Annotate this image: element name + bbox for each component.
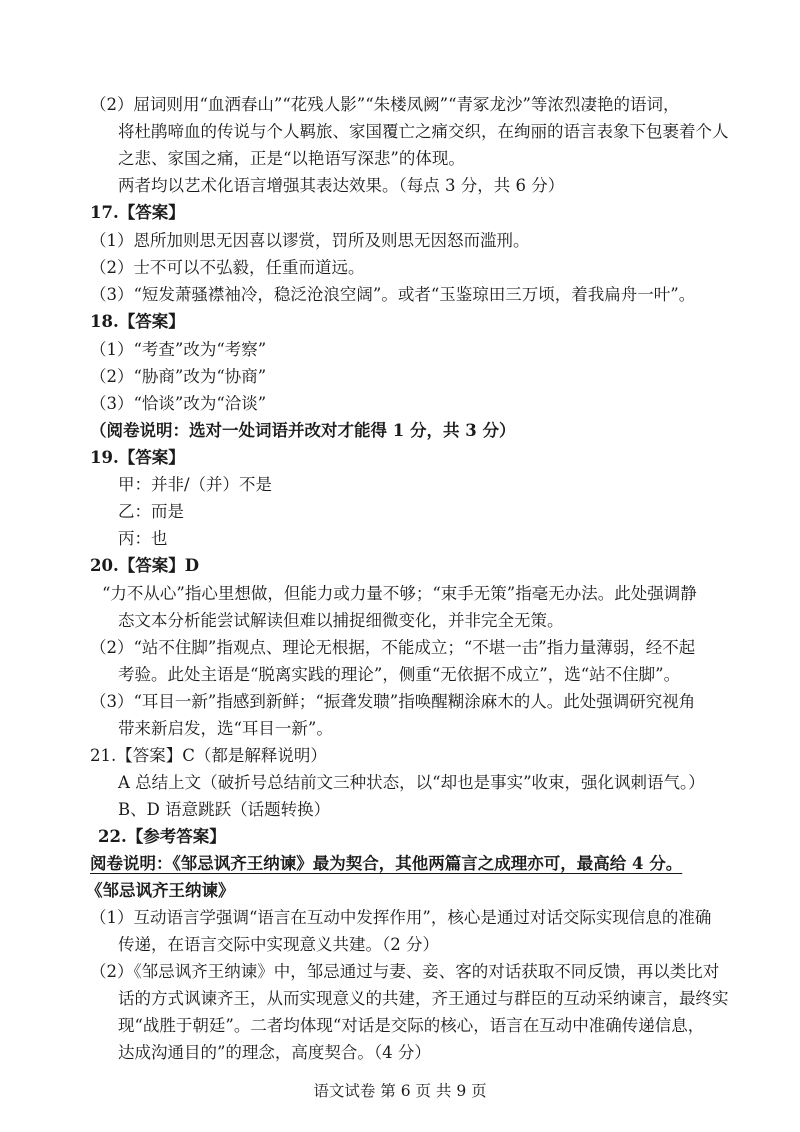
answer-heading-21: 21.【答案】C（都是解释说明）: [90, 746, 327, 765]
text-line-q16-summary: 两者均以艺术化语言增强其表达效果。（每点 3 分，共 6 分）: [118, 176, 565, 195]
answer-heading-22: 22.【参考答案】: [98, 827, 226, 846]
text-line-q22-2d: 达成沟通目的”的理念，高度契合。（4 分）: [118, 1043, 431, 1062]
text-line-q22-2a: （2）《邹忌讽齐王纳谏》中，邹忌通过与妻、妾、客的对话获取不同反馈，再以类比对: [90, 962, 720, 981]
text-line-q20-2b: 考验。此处主语是“脱离实践的理论”，侧重“无依据不成立”，选“站不住脚”。: [118, 665, 681, 684]
text-line-q20-1b: 态文本分析能尝试解读但难以捕捉细微变化，并非完全无策。: [118, 611, 564, 630]
text-line-q20-3b: 带来新启发，选“耳目一新”。: [118, 719, 333, 738]
text-line-q21-bd: B、D 语意跳跃（话题转换）: [118, 800, 331, 819]
text-line-q22-2b: 话的方式讽谏齐王，从而实现意义的共建，齐王通过与群臣的互动采纳谏言，最终实: [118, 989, 729, 1008]
answer-heading-19: 19.【答案】: [90, 448, 185, 467]
text-line-q19-bing: 丙：也: [118, 529, 168, 548]
text-line-q19-yi: 乙：而是: [118, 502, 184, 521]
answer-heading-17: 17.【答案】: [90, 203, 185, 222]
text-line-q17-2: （2）士不可以不弘毅，任重而道远。: [90, 258, 365, 277]
text-line-q22-1b: 传递，在语言交际中实现意义共建。（2 分）: [118, 935, 439, 954]
text-line-q17-1: （1）恩所加则思无因喜以谬赏，罚所及则思无因怒而滥刑。: [90, 231, 530, 250]
text-line-q17-3: （3）“短发萧骚襟袖冷，稳泛沧浪空阔”。或者“玉鉴琼田三万顷，着我扁舟一叶”。: [90, 285, 696, 304]
text-line-q16-2a: （2）屈词则用“血洒春山”“花残人影”“朱楼凤阙”“青冢龙沙”等浓烈凄艳的语词，: [90, 95, 680, 114]
grading-note-22: 阅卷说明：《邹忌讽齐王纳谏》最为契合，其他两篇言之成理亦可，最高给 4 分。: [90, 854, 683, 873]
text-line-q20-2a: （2）“站不住脚”指观点、理论无根据，不能成立；“不堪一击”指力量薄弱，经不起: [90, 638, 696, 657]
text-line-q16-2c: 之悲、家国之痛，正是“以艳语写深悲”的体现。: [118, 149, 465, 168]
text-line-q18-3: （3）“恰谈”改为“洽谈”: [90, 394, 267, 413]
text-line-q20-3a: （3）“耳目一新”指感到新鲜；“振聋发聩”指唤醒糊涂麻木的人。此处强调研究视角: [90, 692, 696, 711]
text-line-q18-2: （2）“胁商”改为“协商”: [90, 367, 267, 386]
text-line-q21-a: A 总结上文（破折号总结前文三种状态，以“却也是事实”收束，强化讽刺语气。）: [118, 773, 705, 792]
text-line-q22-1a: （1）互动语言学强调“语言在互动中发挥作用”，核心是通过对话交际实现信息的准确: [90, 908, 712, 927]
grading-note-18: （阅卷说明：选对一处词语并改对才能得 1 分，共 3 分）: [90, 421, 516, 440]
text-line-q16-2b: 将杜鹃啼血的传说与个人羁旅、家国覆亡之痛交织，在绚丽的语言表象下包裹着个人: [118, 122, 729, 141]
essay-title: 《邹忌讽齐王纳谏》: [86, 881, 235, 900]
page-footer: 语文试卷 第 6 页 共 9 页: [313, 1082, 487, 1100]
text-line-q20-1a: “力不从心”指心里想做，但能力或力量不够；“束手无策”指毫无办法。此处强调静: [102, 584, 697, 603]
text-line-q22-2c: 现“战胜于朝廷”。二者均体现“对话是交际的核心，语言在互动中准确传递信息，: [118, 1016, 705, 1035]
text-line-q18-1: （1）“考查”改为“考察”: [90, 340, 267, 359]
text-line-q19-jia: 甲：并非/（并）不是: [118, 475, 273, 494]
answer-heading-18: 18.【答案】: [90, 312, 185, 331]
answer-heading-20: 20.【答案】D: [90, 556, 200, 575]
